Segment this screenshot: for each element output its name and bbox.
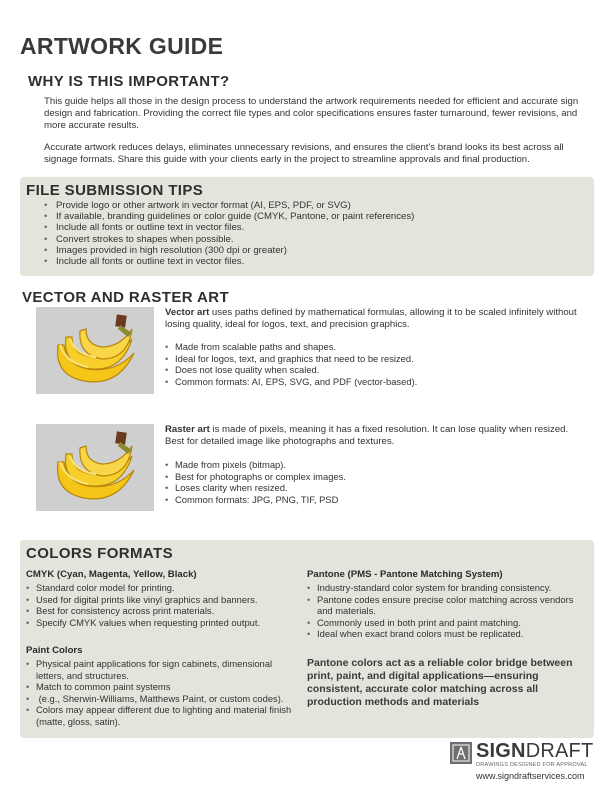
list-item: • Made from pixels (bitmap). xyxy=(165,459,585,471)
list-item: • Common formats: AI, EPS, SVG, and PDF (vector-based). xyxy=(165,376,585,388)
list-item: • Include all fonts or outline text in vector files. xyxy=(44,222,584,233)
brand-url[interactable]: www.signdraftservices.com xyxy=(476,771,585,781)
list-item: • Include all fonts or outline text in vector files. xyxy=(44,256,584,267)
pantone-highlight: Pantone colors act as a reliable color bridge between print, paint, and digital applications—ensuring consistent, accurate color matching across all production methods and materials xyxy=(307,657,573,708)
list-item: • Made from scalable paths and shapes. xyxy=(165,341,585,353)
raster-description xyxy=(165,424,585,448)
cmyk-bullets xyxy=(26,582,296,628)
why-heading: WHY IS THIS IMPORTANT? xyxy=(28,73,230,90)
signdraft-logo-icon xyxy=(450,742,472,764)
list-item: • Loses clarity when resized. xyxy=(165,482,585,494)
banana-icon xyxy=(58,431,134,499)
vector-raster-heading: VECTOR AND RASTER ART xyxy=(22,289,230,306)
list-item: • Pantone codes ensure precise color matching across vendors and materials. xyxy=(307,594,587,617)
paint-bullets xyxy=(26,658,296,727)
list-item: • Common formats: JPG, PNG, TIF, PSD xyxy=(165,494,585,506)
list-item: • Ideal when exact brand colors must be replicated. xyxy=(307,628,587,640)
vector-bullets xyxy=(165,341,585,387)
list-item: • (e.g., Sherwin-Williams, Matthews Paint, or custom codes). xyxy=(26,693,296,705)
banana-icon xyxy=(58,314,134,382)
list-item: • Specify CMYK values when requesting printed output. xyxy=(26,617,296,629)
tips-list xyxy=(44,200,584,267)
list-item: • Convert strokes to shapes when possible. xyxy=(44,234,584,245)
page-title: ARTWORK GUIDE xyxy=(20,33,224,59)
brand-tagline: DRAWINGS DESIGNED FOR APPROVAL xyxy=(476,762,588,768)
pantone-title: Pantone (PMS - Pantone Matching System) xyxy=(307,569,503,580)
list-item: • If available, branding guidelines or color guide (CMYK, Pantone, or paint references) xyxy=(44,211,584,222)
list-item: • Standard color model for printing. xyxy=(26,582,296,594)
paint-title: Paint Colors xyxy=(26,645,83,656)
list-item: • Colors may appear different due to lighting and material finish (matte, gloss, satin). xyxy=(26,704,296,727)
list-item: • Commonly used in both print and paint matching. xyxy=(307,617,587,629)
vector-description xyxy=(165,307,585,331)
why-paragraph-1: This guide helps all those in the design process to understand the artwork requirements needed for efficient and accurate sign design and fabrication. Providing the correct file types and color specifications ensures faster turnaround, fewer revisions, and more accurate results. xyxy=(44,96,579,131)
why-paragraph-2: Accurate artwork reduces delays, eliminates unnecessary revisions, and ensures the client's brand looks its best across all signage formats. Share this guide with your clients early in the project to streamline approvals and final production. xyxy=(44,142,564,165)
list-item: • Images provided in high resolution (300 dpi or greater) xyxy=(44,245,584,256)
vector-desc: uses paths defined by mathematical formulas, allowing it to be scaled infinitely without losing quality, ideal for logos, text, and precision graphics. xyxy=(165,307,577,330)
tips-heading: FILE SUBMISSION TIPS xyxy=(26,182,204,199)
brand-bold: SIGN xyxy=(476,740,526,762)
list-item: • Best for consistency across print materials. xyxy=(26,605,296,617)
list-item: • Provide logo or other artwork in vector format (AI, EPS, PDF, or SVG) xyxy=(44,200,584,211)
list-item: • Industry-standard color system for branding consistency. xyxy=(307,582,587,594)
list-item: • Does not lose quality when scaled. xyxy=(165,364,585,376)
raster-term: Raster art xyxy=(165,424,210,435)
brand-name xyxy=(476,741,593,761)
raster-bullets xyxy=(165,459,585,505)
colors-heading: COLORS FORMATS xyxy=(26,545,173,562)
brand-light: DRAFT xyxy=(525,740,594,762)
pantone-bullets xyxy=(307,582,587,640)
raster-desc: is made of pixels, meaning it has a fixed resolution. It can lose quality when resized. Best for detailed image like photographs and textures. xyxy=(165,424,569,447)
list-item: • Match to common paint systems xyxy=(26,681,296,693)
list-item: • Physical paint applications for sign cabinets, dimensional letters, and structures. xyxy=(26,658,296,681)
vector-banana-image xyxy=(36,307,154,394)
list-item: • Used for digital prints like vinyl graphics and banners. xyxy=(26,594,296,606)
raster-banana-image xyxy=(36,424,154,511)
cmyk-title: CMYK (Cyan, Magenta, Yellow, Black) xyxy=(26,569,197,580)
vector-term: Vector art xyxy=(165,307,210,318)
list-item: • Ideal for logos, text, and graphics that need to be resized. xyxy=(165,353,585,365)
list-item: • Best for photographs or complex images. xyxy=(165,471,585,483)
